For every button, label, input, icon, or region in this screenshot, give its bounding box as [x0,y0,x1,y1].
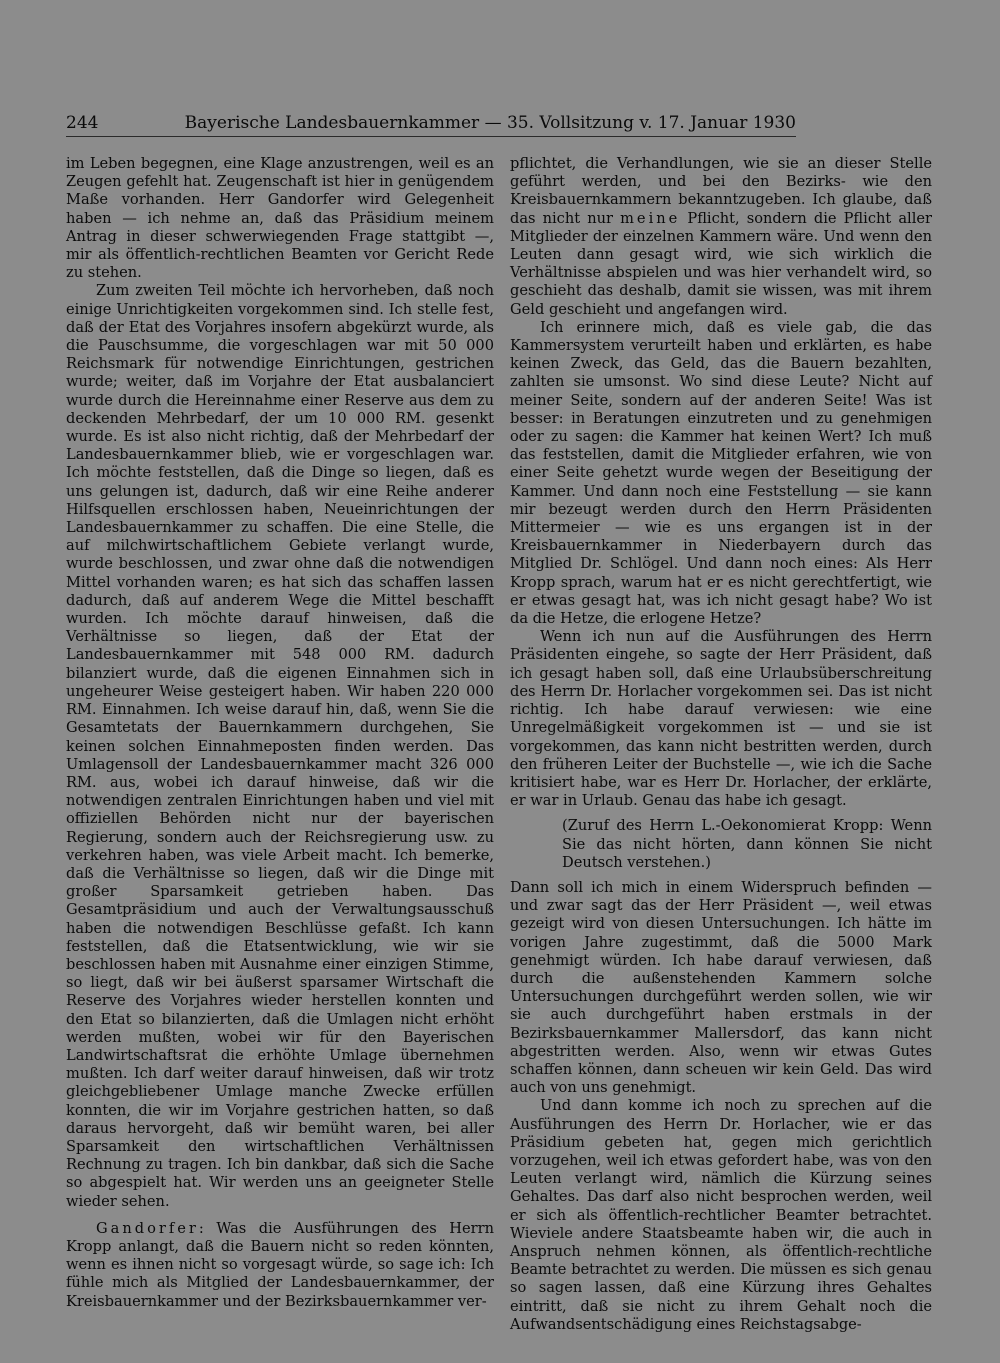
page-number: 244 [66,113,99,133]
left-column [66,155,494,1311]
paragraph: Wenn ich nun auf die Ausführungen des Herrn Präsidenten eingehe, so sagte der Herr Präsident, daß ich gesagt haben soll, daß eine Urlaubsüberschreitung des Herrn Dr. Horlacher vorgekommen sei. Das ist nicht richtig. Ich habe darauf verwiesen: wie eine Unregelmäßigkeit vorgekommen ist — und sie ist vorgekommen, das kann nicht bestritten werden, durch den früheren Leiter der Buchstelle —, wie ich die Sache kritisiert habe, war es Herr Dr. Horlacher, der erklärte, er war in Urlaub. Genau das habe ich gesagt. [510,628,932,810]
text-run: Pflicht, sondern die Pflicht aller Mitglieder der einzelnen Kammern wäre. Und wenn den Leuten dann gesagt wird, wie sich wirklich die Verhältnisse abspielen und was hier verhandelt wird, so geschieht das deshalb, damit sie wissen, was mit ihrem Geld geschieht und angefangen wird. [510,209,933,318]
right-column [510,155,932,1334]
header-rule [66,136,796,137]
paragraph: Zum zweiten Teil möchte ich hervorheben, daß noch einige Unrichtigkeiten vorgekommen sind. Ich stelle fest, daß der Etat des Vorjahres insofern abgekürzt wurde, als die Pauschsumme, die vorgeschlagen war mit 50 000 Reichsmark für notwendige Einrichtungen, gestrichen wurde; weiter, daß im Vorjahre der Etat ausbalanciert wurde durch die Hereinnahme einer Reserve aus dem zu deckenden Mehrbedarf, der um 10 000 RM. gesenkt wurde. Es ist also nicht richtig, daß der Mehrbedarf der Landesbauernkammer blieb, wie er vorgeschlagen war. Ich möchte feststellen, daß die Dinge so liegen, daß es uns gelungen ist, dadurch, daß wir eine Reihe anderer Hilfsquellen erschlossen haben, Neueinrichtungen der Landesbauernkammer zu schaffen. Die eine Stelle, die auf milchwirtschaftlichem Gebiete verlangt wurde, wurde beschlossen, und zwar ohne daß die notwendigen Mittel vorhanden waren; es hat sich das schaffen lassen dadurch, daß auf anderem Wege die Mittel beschafft wurden. Ich möchte darauf hinweisen, daß die Verhältnisse so liegen, daß der Etat der Landesbauernkammer mit 548 000 RM. dadurch bilanziert wurde, daß die eigenen Einnahmen sich in ungeheurer Weise gesteigert haben. Wir haben 220 000 RM. Einnahmen. Ich weise darauf hin, daß, wenn Sie die Gesamtetats der Bauernkammern durchgehen, Sie keinen solchen Einnahmeposten finden werden. Das Umlagensoll der Landesbauernkammer macht 326 000 RM. aus, wobei ich darauf hinweise, daß wir die notwendigen zentralen Einrichtungen haben und viel mit offiziellen Behörden nicht nur der bayerischen Regierung, sondern auch der Reichsregierung usw. zu verkehren haben, was viele Arbeit macht. Ich bemerke, daß die Verhältnisse so liegen, daß wir die Dinge mit großer Sparsamkeit getrieben haben. Das Gesamtpräsidium und auch der Verwaltungsausschuß haben die notwendigen Beschlüsse gefaßt. Ich kann feststellen, daß die Etatsentwicklung, wie wir sie beschlossen haben mit Ausnahme einer einzigen Stimme, so liegt, daß wir bei äußerst sparsamer Wirtschaft die Reserve des Vorjahres wieder herstellen konnten und den Etat so bilanzierten, daß die Umlagen nicht erhöht werden mußten, wobei wir für den Bayerischen Landwirtschaftsrat die erhöhte Umlage übernehmen mußten. Ich darf weiter darauf hinweisen, daß wir trotz gleichgebliebener Umlage manche Zwecke erfüllen konnten, die wir im Vorjahre gestrichen hatten, so daß daraus hervorgeht, daß wir bemüht waren, bei aller Sparsamkeit den wirtschaftlichen Verhältnissen Rechnung zu tragen. Ich bin dankbar, daß sich die Sache so abgespielt hat. Wir werden uns an geeigneter Stelle wieder sehen. [66,282,494,1210]
speech-text: : Was die Ausführungen des Herrn Kropp anlangt, daß die Bauern nicht so reden könnten, wenn es ihnen nicht so vorgesagt würde, so sage ich: Ich fühle mich als Mitglied der Landesbauernkammer, der Kreisbauernkammer und der Bezirksbauernkammer ver- [66,1219,494,1310]
emphasized-word: meine [620,209,681,227]
page-header [66,112,796,134]
speaker-name: Gandorfer [96,1219,199,1237]
text-run: pflichtet, die Verhandlungen, wie sie an dieser Stelle geführt werden, und bei den Bezirks- wie den Kreisbauernkammern bekanntzugeben. Ich glaube, daß das nicht nur [510,155,932,227]
interjection: (Zuruf des Herrn L.-Oekonomierat Kropp: Wenn Sie das nicht hörten, dann können Sie nicht Deutsch verstehen.) [562,817,932,871]
paragraph [510,155,932,319]
paragraph: Und dann komme ich noch zu sprechen auf die Ausführungen des Herrn Dr. Horlacher, wie er das Präsidium gebeten hat, gegen mich gerichtlich vorzugehen, weil ich etwas gefordert habe, was von den Leuten verlangt wird, nämlich die Kürzung seines Gehaltes. Das darf also nicht besprochen werden, weil er sich als öffentlich-rechtlicher Beamter betrachtet. Wieviele andere Staatsbeamte haben wir, die auch in Anspruch nehmen können, als öffentlich-rechtliche Beamte betrachtet zu werden. Die müssen es sich genau so sagen lassen, daß eine Kürzung ihres Gehaltes eintritt, daß sie nicht zu ihrem Gehalt noch die Aufwandsentschädigung eines Reichstagsabge- [510,1097,932,1333]
paragraph: im Leben begegnen, eine Klage anzustrengen, weil es an Zeugen gefehlt hat. Zeugenschaft ist hier in genügendem Maße vorhanden. Herr Gandorfer wird Gelegenheit haben — ich nehme an, daß das Präsidium meinem Antrag in dieser schwerwiegenden Frage stattgibt —, mir als öffentlich-rechtlichen Beamten vor Gericht Rede zu stehen. [66,155,494,282]
paragraph: Ich erinnere mich, daß es viele gab, die das Kammersystem verurteilt haben und erklärten, es habe keinen Zweck, das Geld, das die Bauern bezahlten, zahlten sie umsonst. Wo sind diese Leute? Nicht auf meiner Seite, sondern auf der anderen Seite! Was ist besser: in Beratungen einzutreten und zu genehmigen oder zu sagen: die Kammer hat keinen Wert? Ich muß das feststellen, damit die Mitglieder erfahren, wie von einer Seite gehetzt wurde wegen der Beseitigung der Kammer. Und dann noch eine Feststellung — sie kann mir bezeugt werden durch den Herrn Präsidenten Mittermeier — wie es uns ergangen ist in der Kreisbauernkammer in Niederbayern durch das Mitglied Dr. Schlögel. Und dann noch eines: Als Herr Kropp sprach, warum hat er es nicht gerechtfertigt, wie er etwas gesagt hat, was ich nicht gesagt habe? Wo ist da die Hetze, die erlogene Hetze? [510,318,932,628]
paragraph: Dann soll ich mich in einem Widerspruch befinden — und zwar sagt das der Herr Präsident —, weil etwas gezeigt wird von diesen Untersuchungen. Ich hätte im vorigen Jahre zugestimmt, daß die 5000 Mark genehmigt würden. Ich habe darauf verwiesen, daß durch die außenstehenden Kammern solche Untersuchungen durchgeführt werden sollen, wie wir sie auch durchgeführt haben erstmals in der Bezirksbauernkammer Mallersdorf, das kann nicht abgestritten werden. Also, wenn wir etwas Gutes schaffen können, dann scheuen wir kein Geld. Das wird auch von uns genehmigt. [510,878,932,1097]
running-title: Bayerische Landesbauernkammer — 35. Vollsitzung v. 17. Januar 1930 [184,113,796,133]
paragraph-speaker-gandorfer [66,1220,494,1311]
